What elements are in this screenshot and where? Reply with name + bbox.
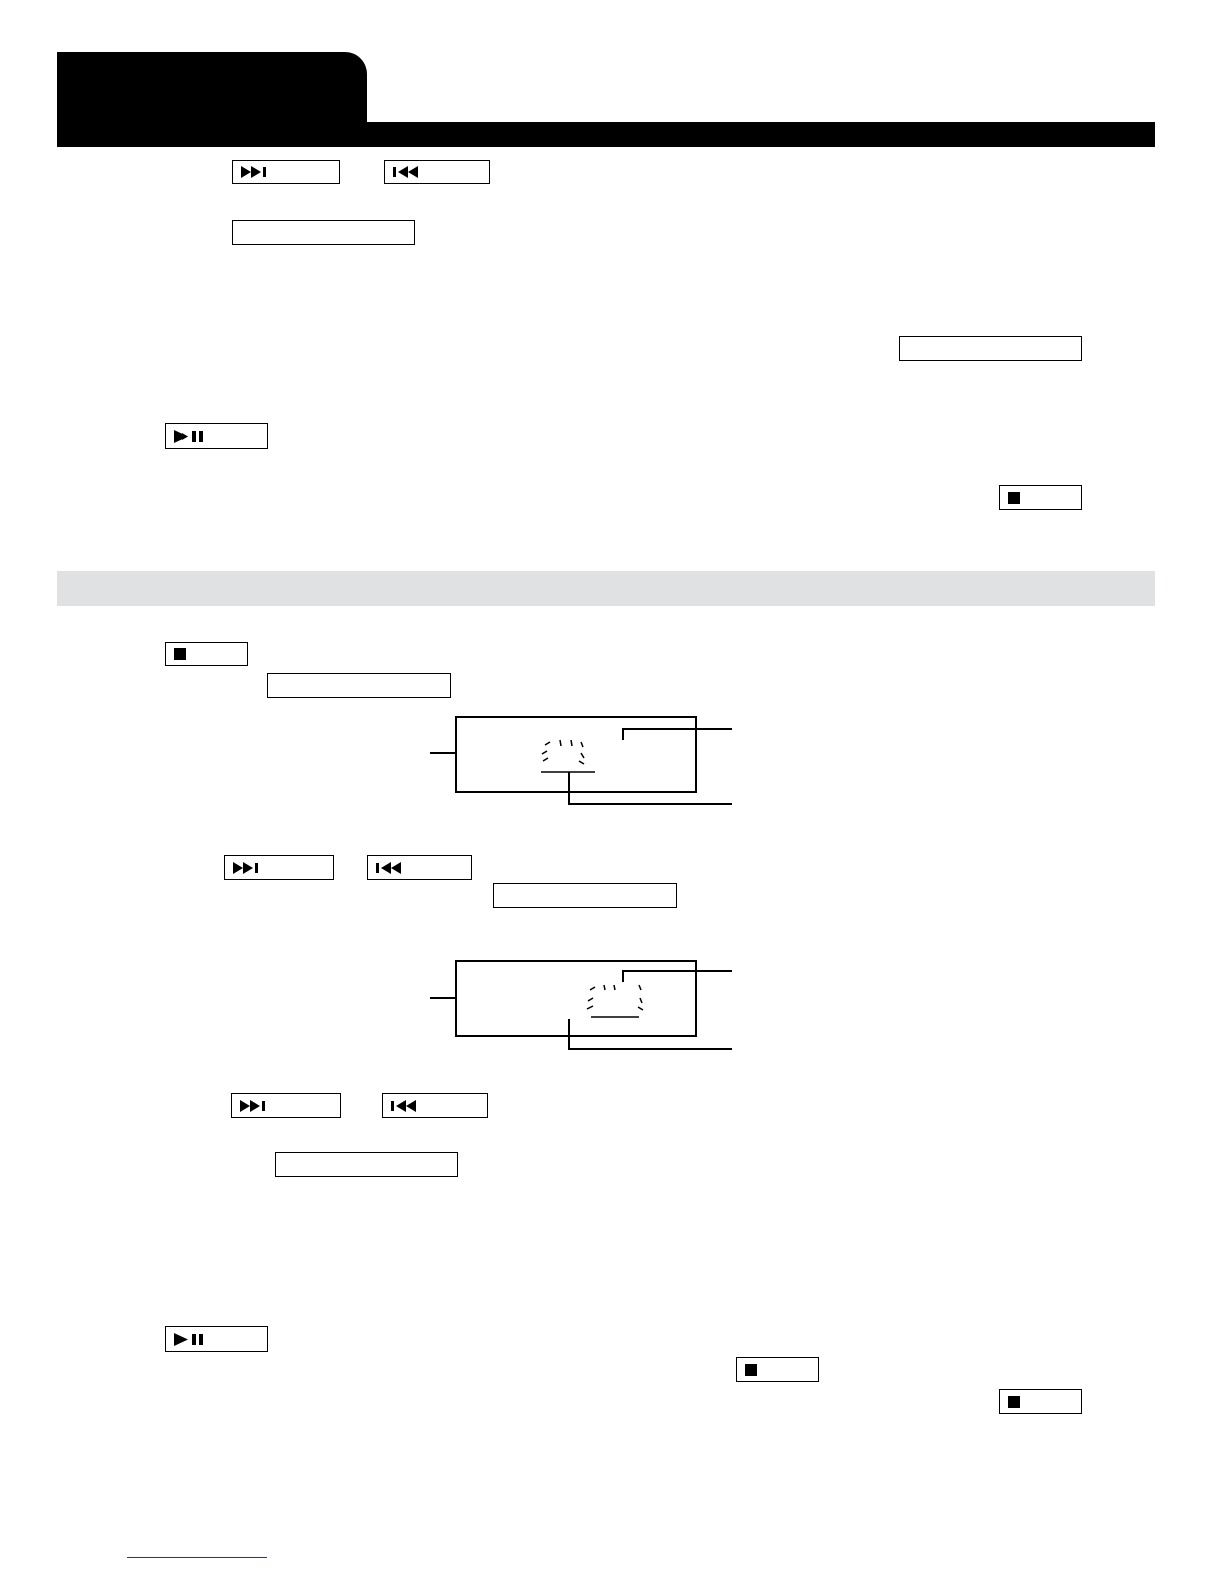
stop-button-3[interactable]	[736, 1357, 819, 1382]
next-track-button-2[interactable]	[224, 855, 334, 880]
next-track-button[interactable]	[232, 160, 340, 184]
callout-line-2d	[568, 1048, 732, 1050]
footer-link-underline[interactable]	[127, 1557, 267, 1558]
play-pause-button-1[interactable]	[165, 423, 268, 449]
previous-track-button-2[interactable]	[367, 855, 472, 880]
stop-icon	[745, 1364, 757, 1376]
stop-icon	[174, 648, 186, 660]
label-button-4[interactable]	[493, 883, 677, 908]
callout-line-1c	[568, 772, 570, 804]
play-pause-icon	[174, 1333, 210, 1346]
blinking-digit-indicator-2	[457, 962, 695, 1035]
play-pause-button-2[interactable]	[165, 1326, 268, 1352]
label-button-5[interactable]	[275, 1152, 458, 1177]
next-track-icon	[240, 1100, 276, 1112]
lcd-display-2	[455, 960, 697, 1037]
header-bar	[57, 122, 1155, 147]
label-button-2[interactable]	[899, 336, 1082, 361]
stop-button-1[interactable]	[999, 485, 1082, 510]
callout-line-1d	[568, 803, 732, 805]
stop-icon	[1008, 492, 1020, 504]
callout-line-2c	[568, 1019, 570, 1049]
previous-track-button[interactable]	[384, 160, 490, 184]
stop-icon	[1008, 1396, 1020, 1408]
previous-track-icon	[391, 1100, 427, 1112]
callout-line-1b	[622, 728, 732, 730]
next-track-button-3[interactable]	[231, 1093, 341, 1118]
previous-track-icon	[393, 166, 429, 178]
previous-track-button-3[interactable]	[382, 1093, 488, 1118]
label-button-1[interactable]	[232, 220, 415, 245]
next-track-icon	[233, 862, 269, 874]
next-track-icon	[241, 166, 277, 178]
stop-button-4[interactable]	[999, 1389, 1082, 1414]
callout-line-2b	[622, 970, 732, 972]
callout-line-1a	[622, 728, 624, 740]
stop-button-2[interactable]	[165, 642, 248, 666]
previous-track-icon	[376, 862, 412, 874]
play-pause-icon	[174, 430, 210, 443]
callout-line-2a	[622, 970, 624, 982]
label-button-3[interactable]	[267, 673, 451, 698]
section-heading-band	[57, 571, 1155, 606]
